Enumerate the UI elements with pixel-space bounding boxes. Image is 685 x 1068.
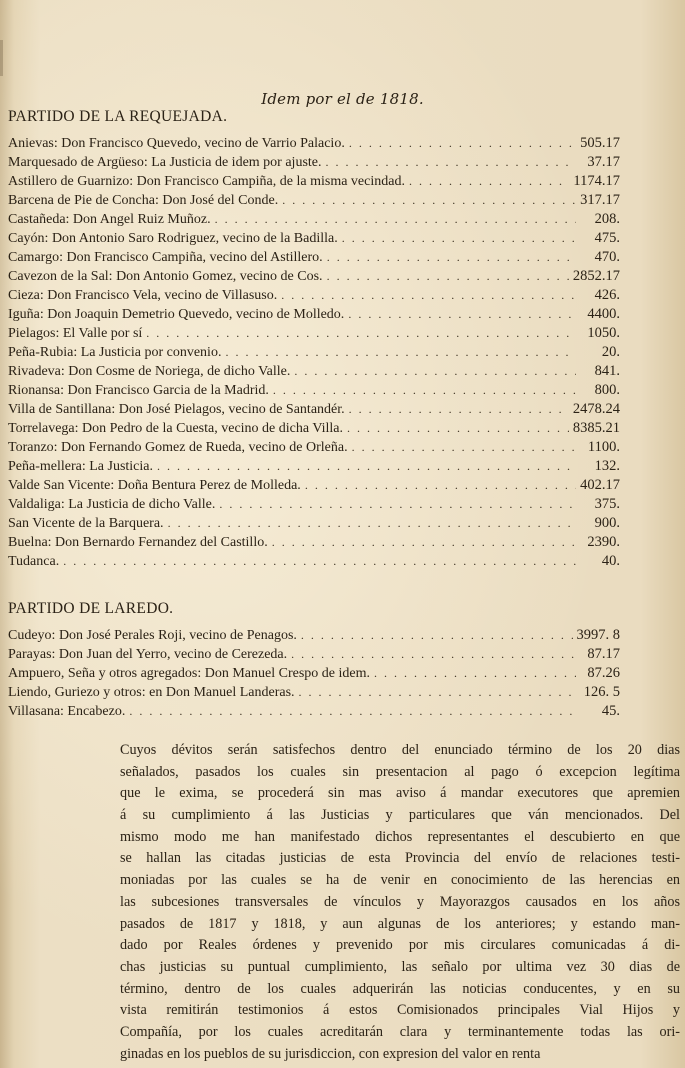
leader-dots	[282, 191, 576, 210]
entry-label: Camargo: Don Francisco Campiña, vecino del Astillero.	[8, 250, 323, 265]
paragraph-line: á su cumplimiento á las Justicias y particulares que ván mencionados. Del	[120, 807, 680, 824]
leader-dots	[299, 683, 576, 702]
entry-label: Astillero de Guarnizo: Don Francisco Campiña, de la misma vecindad.	[8, 174, 405, 189]
leader-dots	[294, 362, 576, 381]
ledger-entry	[8, 153, 620, 172]
entry-amount: 87.26	[587, 665, 620, 681]
leader-dots	[219, 495, 576, 514]
leader-dots	[301, 626, 573, 645]
paragraph-line: moniadas por las cuales se ha de venir en conocimiento de las herencias en	[120, 872, 680, 889]
entry-label: Castañeda: Don Angel Ruiz Muñoz.	[8, 212, 211, 227]
entry-amount: 375.	[594, 496, 620, 512]
paragraph-line: ginadas en los pueblos de su jurisdiccion, con expresion del valor en renta	[120, 1045, 541, 1062]
ledger-entry	[8, 683, 620, 702]
section-title-requejada: PARTIDO DE LA REQUEJADA.	[8, 108, 228, 125]
entry-label: Peña-Rubia: La Justicia por convenio.	[8, 345, 222, 360]
ledger-entry	[8, 702, 620, 721]
paragraph-line: Compañía, por los cuales acreditarán clara y terminantemente todas las ori-	[120, 1023, 680, 1040]
ledger-entry	[8, 419, 620, 438]
ledger-entry	[8, 134, 620, 153]
ledger-entry	[8, 457, 620, 476]
leader-dots	[146, 324, 576, 343]
leader-dots	[168, 514, 576, 533]
ledger-entry	[8, 172, 620, 191]
ledger-entry	[8, 495, 620, 514]
ledger-entry	[8, 343, 620, 362]
entry-label: Villa de Santillana: Don José Pielagos, vecino de Santandér.	[8, 402, 345, 417]
leader-dots	[281, 286, 576, 305]
entry-amount: 2852.17	[572, 268, 620, 284]
entry-label: Iguña: Don Joaquin Demetrio Quevedo, vecino de Molledo.	[8, 307, 345, 322]
entry-amount: 126. 5	[583, 684, 620, 700]
entry-label: Peña-mellera: La Justicia.	[8, 459, 153, 474]
ledger-entry	[8, 267, 620, 286]
entry-amount: 3997. 8	[576, 627, 620, 643]
entry-amount: 475.	[594, 230, 620, 246]
entry-label: Tudanca.	[8, 554, 60, 569]
entry-label: Cudeyo: Don José Perales Roji, vecino de Penagos.	[8, 628, 297, 643]
page-header: Idem por el de 1818.	[261, 90, 424, 108]
entries-list-requejada	[8, 134, 620, 571]
ledger-entry	[8, 362, 620, 381]
leader-dots	[129, 702, 576, 721]
entry-label: Toranzo: Don Fernando Gomez de Rueda, vecino de Orleña.	[8, 440, 348, 455]
leader-dots	[352, 438, 576, 457]
entry-amount: 841.	[594, 363, 620, 379]
ledger-entry	[8, 438, 620, 457]
ledger-entry	[8, 533, 620, 552]
entry-amount: 2390.	[587, 534, 620, 550]
entry-label: Torrelavega: Don Pedro de la Cuesta, vecino de dicha Villa.	[8, 421, 343, 436]
entry-amount: 132.	[594, 458, 620, 474]
entry-amount: 1174.17	[573, 173, 620, 189]
entry-label: Anievas: Don Francisco Quevedo, vecino de Varrio Palacio.	[8, 136, 345, 151]
entry-label: Pielagos: El Valle por sí	[8, 326, 143, 341]
entry-amount: 8385.21	[572, 420, 620, 436]
entry-amount: 317.17	[580, 192, 620, 208]
section-title-laredo: PARTIDO DE LAREDO.	[8, 600, 174, 617]
leader-dots	[225, 343, 576, 362]
leader-dots	[157, 457, 576, 476]
entry-label: Cayón: Don Antonio Saro Rodriguez, vecino de la Badilla.	[8, 231, 338, 246]
leader-dots	[327, 267, 569, 286]
entry-amount: 1100.	[587, 439, 620, 455]
entry-label: Villasana: Encabezo.	[8, 704, 126, 719]
paragraph-line: término, dentro de los cuales adquerirán las noticias conducentes, y en su	[120, 980, 680, 997]
entry-amount: 37.17	[587, 154, 620, 170]
leader-dots	[374, 664, 576, 683]
entry-amount: 1050.	[587, 325, 620, 341]
leader-dots	[409, 172, 569, 191]
paragraph-line: Cuyos dévitos serán satisfechos dentro del enunciado término de los 20 dias	[120, 742, 680, 758]
entry-amount: 470.	[594, 249, 620, 265]
ledger-entry	[8, 400, 620, 419]
leader-dots	[349, 400, 569, 419]
entry-label: Parayas: Don Juan del Yerro, vecino de Cerezeda.	[8, 647, 288, 662]
entry-amount: 87.17	[587, 646, 620, 662]
leader-dots	[342, 229, 576, 248]
leader-dots	[273, 381, 576, 400]
ledger-entry	[8, 210, 620, 229]
entry-label: Rionansa: Don Francisco Garcia de la Madrid.	[8, 383, 269, 398]
paragraph-line: pasados de 1817 y 1818, y aun algunas de los anteriores; y estando man-	[120, 915, 680, 932]
entry-amount: 900.	[594, 515, 620, 531]
entry-label: Barcena de Pie de Concha: Don José del Conde.	[8, 193, 279, 208]
ledger-entry	[8, 324, 620, 343]
entry-amount: 4400.	[587, 306, 620, 322]
binding-shadow	[0, 40, 3, 76]
entry-label: Buelna: Don Bernardo Fernandez del Castillo.	[8, 535, 268, 550]
entry-label: Rivadeva: Don Cosme de Noriega, de dicho Valle.	[8, 364, 291, 379]
ledger-entry	[8, 229, 620, 248]
ledger-entry	[8, 286, 620, 305]
entry-amount: 2478.24	[572, 401, 620, 417]
ledger-entry	[8, 626, 620, 645]
paragraph-line: se hallan las citadas justicias de esta Provincia del envío de relaciones testi-	[120, 850, 680, 867]
entry-amount: 45.	[601, 703, 620, 719]
entry-amount: 426.	[594, 287, 620, 303]
paragraph-line: vista remitirán testimonios á estos Comisionados principales Vial Hijos y	[120, 1002, 680, 1019]
leader-dots	[215, 210, 576, 229]
body-paragraph	[120, 740, 680, 1065]
ledger-entry	[8, 381, 620, 400]
paragraph-line: las subcesiones transversales de vínculos y Mayorazgos causados en los años	[120, 893, 680, 910]
ledger-entry	[8, 645, 620, 664]
leader-dots	[272, 533, 576, 552]
entry-label: Liendo, Guriezo y otros: en Don Manuel Landeras.	[8, 685, 295, 700]
ledger-entry	[8, 476, 620, 495]
entry-amount: 208.	[594, 211, 620, 227]
entry-amount: 505.17	[580, 135, 620, 151]
entry-label: Cavezon de la Sal: Don Antonio Gomez, vecino de Cos.	[8, 269, 323, 284]
ledger-entry	[8, 191, 620, 210]
paragraph-line: que le exima, se procederá sin mas aviso á mandar executores que apremien	[120, 785, 680, 802]
leader-dots	[348, 305, 576, 324]
leader-dots	[305, 476, 576, 495]
entry-label: Valdaliga: La Justicia de dicho Valle.	[8, 497, 216, 512]
leader-dots	[349, 134, 576, 153]
ledger-entry	[8, 305, 620, 324]
entry-amount: 800.	[594, 382, 620, 398]
entry-amount: 20.	[601, 344, 620, 360]
entry-label: Ampuero, Seña y otros agregados: Don Manuel Crespo de idem.	[8, 666, 370, 681]
leader-dots	[326, 153, 577, 172]
entries-list-laredo	[8, 626, 620, 721]
paragraph-line: chas justicias su puntual cumplimiento, las señalo por ultima vez 30 dias de	[120, 958, 680, 975]
entry-label: Valde San Vicente: Doña Bentura Perez de Molleda.	[8, 478, 301, 493]
paragraph-line: mismo modo me han manifestado dichos representantes el descubierto en que	[120, 828, 680, 845]
paragraph-line: dado por Reales órdenes y prevenido por mis circulares comunicadas á di-	[120, 937, 680, 954]
leader-dots	[327, 248, 576, 267]
ledger-entry	[8, 552, 620, 571]
ledger-entry	[8, 514, 620, 533]
paragraph-line: señalados, pasados los cuales sin presentacion al pago ó excepcion legítima	[120, 763, 680, 780]
entry-label: Cieza: Don Francisco Vela, vecino de Villasuso.	[8, 288, 278, 303]
ledger-entry	[8, 248, 620, 267]
entry-amount: 40.	[601, 553, 620, 569]
leader-dots	[63, 552, 576, 571]
ledger-entry	[8, 664, 620, 683]
entry-label: Marquesado de Argüeso: La Justicia de idem por ajuste.	[8, 155, 322, 170]
entry-label: San Vicente de la Barquera.	[8, 516, 164, 531]
leader-dots	[291, 645, 576, 664]
entry-amount: 402.17	[580, 477, 620, 493]
leader-dots	[347, 419, 569, 438]
